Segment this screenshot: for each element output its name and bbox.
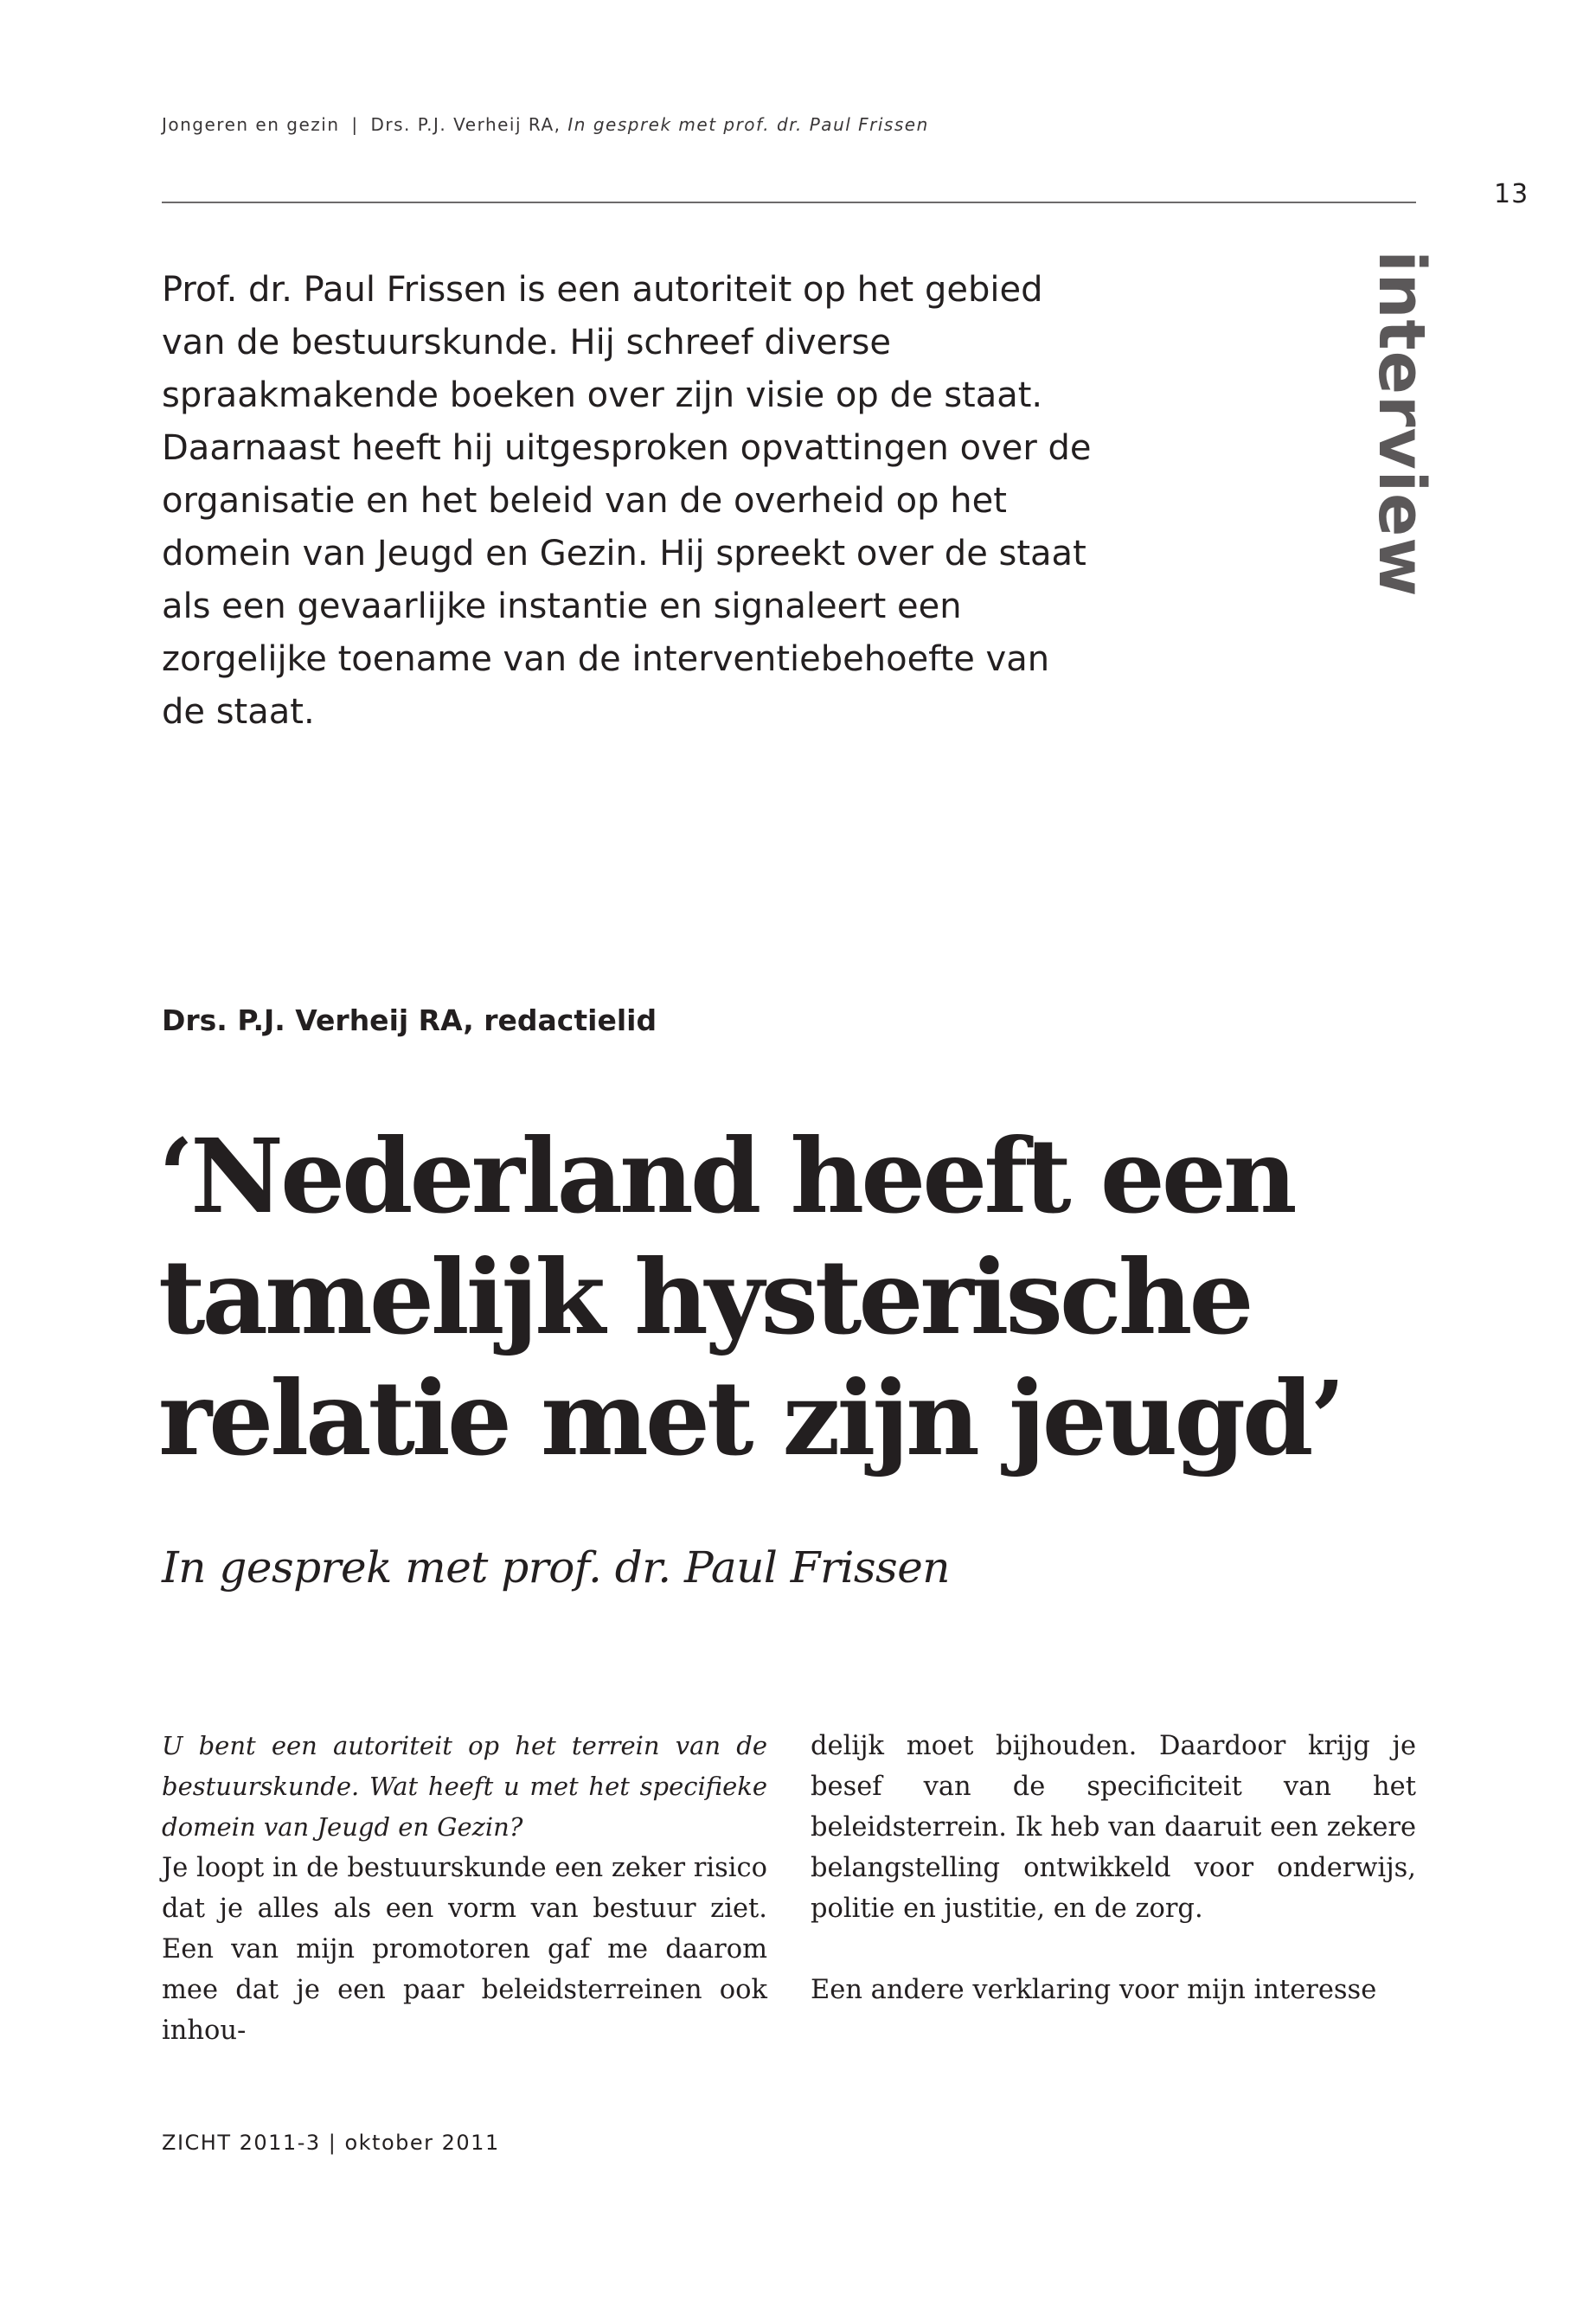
running-header-separator: | <box>351 114 359 135</box>
footer: ZICHT 2011-3 | oktober 2011 <box>162 2131 500 2155</box>
running-header-article: In gesprek met prof. dr. Paul Frissen <box>567 114 929 135</box>
running-header-section: Jongeren en gezin <box>162 114 340 135</box>
interview-question: U bent een autoriteit op het terrein van de bestuurskunde. Wat heeft u met het specifieke domein van Jeugd en Gezin? <box>162 1731 767 1842</box>
headline-line-1: ‘Nederland heeft een <box>158 1116 1294 1236</box>
running-header-author: Drs. P.J. Verheij RA, <box>370 114 561 135</box>
page-number: 13 <box>1494 179 1529 209</box>
body-column-right <box>811 1726 1416 2010</box>
intro-paragraph: Prof. dr. Paul Frissen is een autoriteit op het gebied van de bestuurskunde. Hij schreef diverse spraakmakende boeken over zijn visie op de staat. Daarnaast heeft hij uitgesproken opvattingen over de organisatie en het beleid van de overheid op het domein van Jeugd en Gezin. Hij spreekt over de staat als een gevaarlijke instantie en signaleert een zorgelijke toename van de interventiebehoefte van de staat. <box>162 270 1092 732</box>
interview-answer-part-2: delijk moet bijhouden. Daardoor krijg je besef van de specificiteit van het beleidsterrein. Ik heb van daaruit een zekere belangstelling ontwikkeld voor onderwijs, politie en justitie, en de zorg. <box>811 1731 1416 1924</box>
interview-answer-part-1: Je loopt in de bestuurskunde een zeker risico dat je alles als een vorm van bestuur ziet. Een van mijn promotoren gaf me daarom mee dat je een paar beleidsterreinen ook inhou- <box>162 1853 767 2046</box>
section-label-text: interview <box>1364 250 1439 598</box>
section-label <box>1364 250 1439 598</box>
body-column-left <box>162 1726 767 2051</box>
byline: Drs. P.J. Verheij RA, redactielid <box>162 1003 657 1037</box>
running-header <box>162 114 929 135</box>
headline <box>158 1116 1439 1479</box>
paragraph-2-start: Een andere verklaring voor mijn interesse <box>811 1975 1377 2005</box>
subtitle: In gesprek met prof. dr. Paul Frissen <box>162 1542 950 1593</box>
headline-line-2: tamelijk hysterische <box>158 1237 1251 1357</box>
headline-line-3: relatie met zijn jeugd’ <box>158 1358 1343 1478</box>
header-rule <box>162 202 1416 203</box>
